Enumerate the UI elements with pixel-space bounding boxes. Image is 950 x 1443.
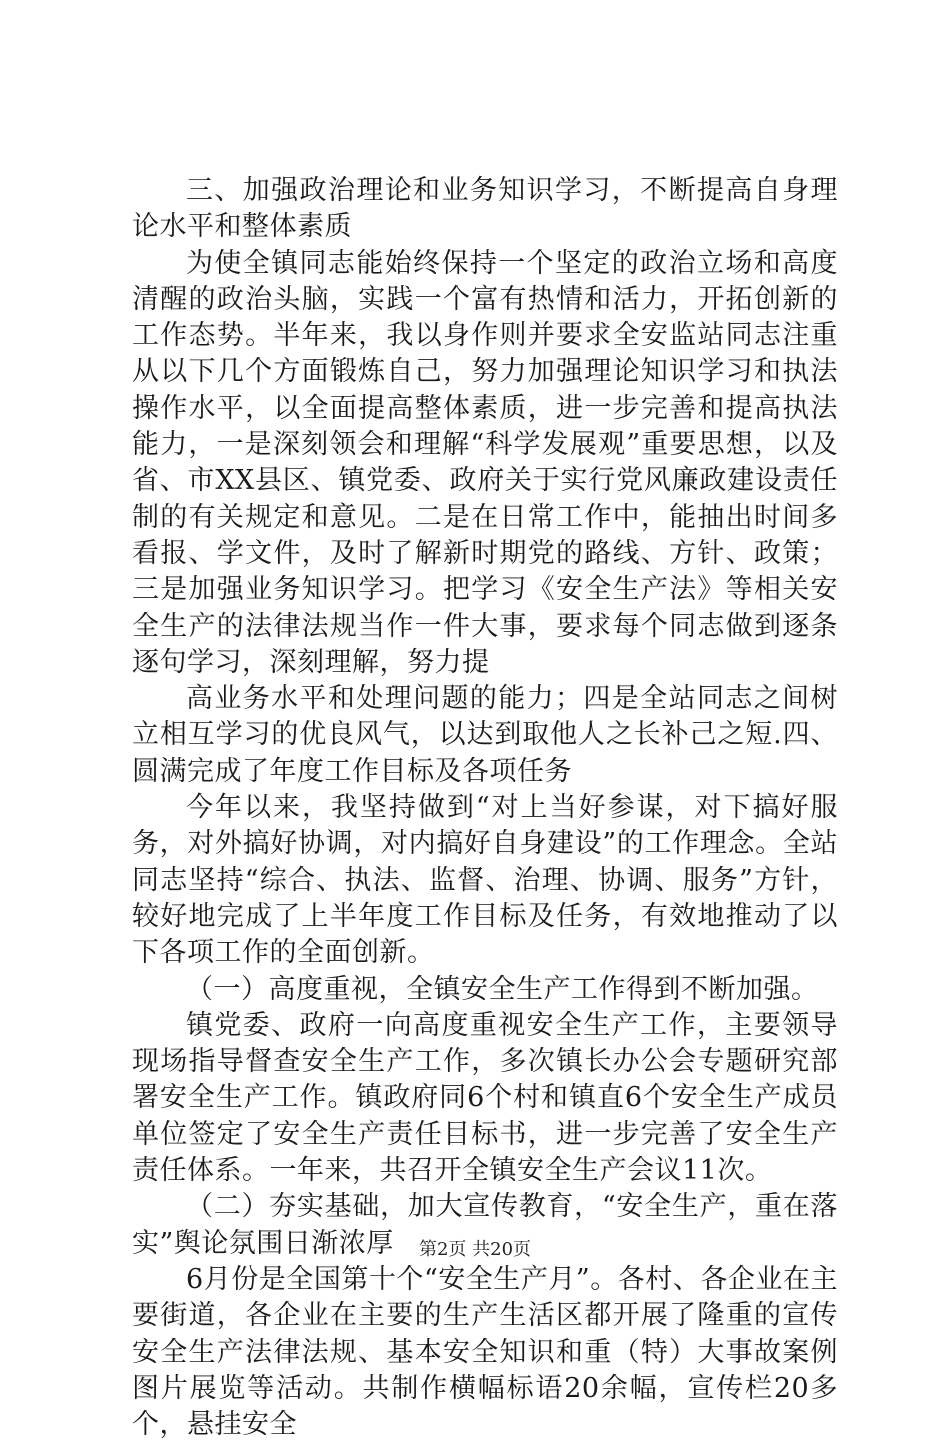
subsection-heading-1: （一）高度重视，全镇安全生产工作得到不断加强。 — [186, 973, 819, 1005]
body-paragraph: 为使全镇同志能始终保持一个坚定的政治立场和高度清醒的政治头脑，实践一个富有热情和活力，开拓创新的工作态势。半年来，我以身作则并要求全安监站同志注重从以下几个方面锻炼自己，努力加强理论知识学习和执法操作水平，以全面提高整体素质，进一步完善和提高执法能力，一是深刻领会和理解“科学发展观”重要思想，以及省、市XX县区、镇党委、政府关于实行党风廉政建设责任制的有关规定和意见。二是在日常工作中，能抽出时间多看报、学文件，及时了解新时期党的路线、方针、政策；三是加强业务知识学习。把学习《安全生产法》等相关安全生产的法律法规当作一件大事，要求每个同志做到逐条逐句学习，深刻理解，努力提 — [132, 247, 838, 678]
subsection-heading-2: （二）夯实基础，加大宣传教育，“安全生产，重在落实”舆论氛围日渐浓厚 — [132, 1191, 838, 1259]
body-paragraph: 高业务水平和处理问题的能力；四是全站同志之间树立相互学习的优良风气，以达到取他人之长补己之短.四、圆满完成了年度工作目标及各项任务 — [132, 683, 838, 787]
body-paragraph: 6月份是全国第十个“安全生产月”。各村、各企业在主要街道，各企业在主要的生产生活区都开展了隆重的宣传安全生产法律法规、基本安全知识和重（特）大事故案例图片展览等活动。共制作横幅标语20余幅，宣传栏20多个，悬挂安全 — [132, 1263, 838, 1441]
body-paragraph: 镇党委、政府一向高度重视安全生产工作，主要领导现场指导督查安全生产工作，多次镇长办公会专题研究部署安全生产工作。镇政府同6个村和镇直6个安全生产成员单位签定了安全生产责任目标书，进一步完善了安全生产责任体系。一年来，共召开全镇安全生产会议11次。 — [132, 1009, 838, 1187]
body-paragraph: 今年以来，我坚持做到“对上当好参谋，对下搞好服务，对外搞好协调，对内搞好自身建设”的工作理念。全站同志坚持“综合、执法、监督、治理、协调、服务”方针，较好地完成了上半年度工作目标及任务，有效地推动了以下各项工作的全面创新。 — [132, 792, 838, 969]
section-heading-3: 三、加强政治理论和业务知识学习，不断提高自身理论水平和整体素质 — [132, 175, 838, 243]
page-number-footer: 第2页 共20页 — [418, 1239, 532, 1260]
